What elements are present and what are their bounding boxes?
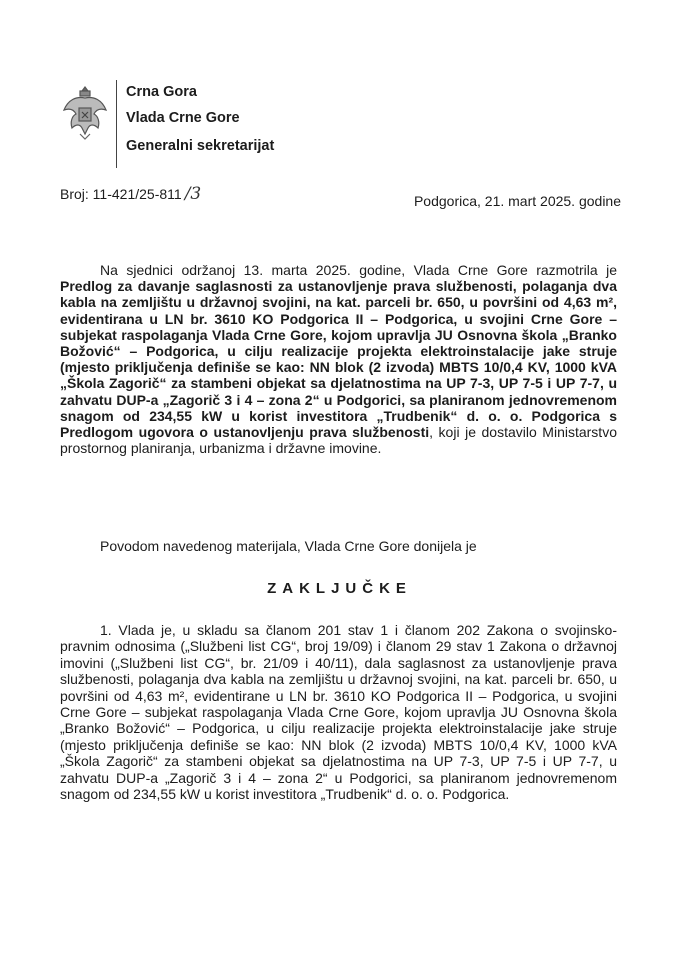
reference-number xyxy=(60,184,201,204)
org-country: Crna Gora xyxy=(126,84,197,100)
proposal-title: Predlog za davanje saglasnosti za ustanovljenje prava službenosti, polaganja dva kabla na zemljištu u državnoj svojini, na kat. parceli br. 650, u površini od 4,63 m², evidentirana u LN br. 3610 KO Podgorica II – Podgorica, u svojini Crne Gore – subjekat raspolaganja Vlada Crne Gore, kojom upravlja JU Osnovna škola „Branko Božović“ – Podgorica, u cilju realizacije projekta elektroinstalacije jake struje (mjesto priključenja definiše se kao: NN blok (2 izvoda) MBTS 10/0,4 KV, 1000 kVA „Škola Zagorič“ za stambeni objekat sa djelatnostima na UP 7-3, UP 7-5 i UP 7-7, u zahvatu DUP-a „Zagorič 3 i 4 – zona 2“ u Podgorici, sa planiranom jednovremenom snagom od 234,55 kW u korist investitora „Trudbenik“ d. o. o. Podgorica s Predlogom ugovora o ustanovljenju prava službenosti xyxy=(60,278,617,441)
intro-paragraph xyxy=(60,262,617,456)
letterhead xyxy=(60,80,360,170)
handwritten-suffix: /3 xyxy=(184,184,202,204)
org-secretariat: Generalni sekretarijat xyxy=(126,138,275,154)
decision-paragraph: Povodom navedenog materijala, Vlada Crne Gore donijela je xyxy=(100,538,477,554)
intro-text: Na sjednici održanoj 13. marta 2025. godine, Vlada Crne Gore razmotrila je xyxy=(100,262,617,278)
conclusion-item-1: 1. Vlada je, u skladu sa članom 201 stav 1 i članom 202 Zakona o svojinsko-pravnim odnosima („Službeni list CG“, broj 19/09) i članom 29 stav 1 Zakona o državnoj imovini („Službeni list CG“, br. 21/09 i 40/11), dala saglasnost za ustanovljenje prava službenosti, polaganja dva kabla na zemljištu u državnoj svojini, na kat. parceli br. 650, u površini od 4,63 m², evidentirane u LN br. 3610 KO Podgorica II – Podgorica, u svojini Crne Gore – subjekat raspolaganja Vlada Crne Gore, kojom upravlja JU Osnovna škola „Branko Božović“ – Podgorica, u cilju realizacije projekta elektroinstalacije jake struje (mjesto priključenja definiše se kao: NN blok (2 izvoda) MBTS 10/0,4 KV, 1000 kVA „Škola Zagorič“ za stambeni objekat sa djelatnostima na UP 7-3, UP 7-5 i UP 7-7, u zahvatu DUP-a „Zagorič 3 i 4 – zona 2“ u Podgorici, sa planiranom jednovremenom snagom od 234,55 kW u korist investitora „Trudbenik“ d. o. o. Podgorica. xyxy=(60,622,617,803)
document-date: Podgorica, 21. mart 2025. godine xyxy=(413,193,621,209)
org-government: Vlada Crne Gore xyxy=(126,110,240,126)
coat-of-arms-icon xyxy=(60,84,110,140)
reference-number-text: Broj: 11-421/25-811 xyxy=(60,186,182,202)
intro-tail: , koji je dostavilo Ministarstvo prostornog planiranja, urbanizma i državne imovine. xyxy=(60,424,617,457)
header-divider xyxy=(116,80,117,168)
conclusions-heading: ZAKLJUČKE xyxy=(267,580,412,597)
